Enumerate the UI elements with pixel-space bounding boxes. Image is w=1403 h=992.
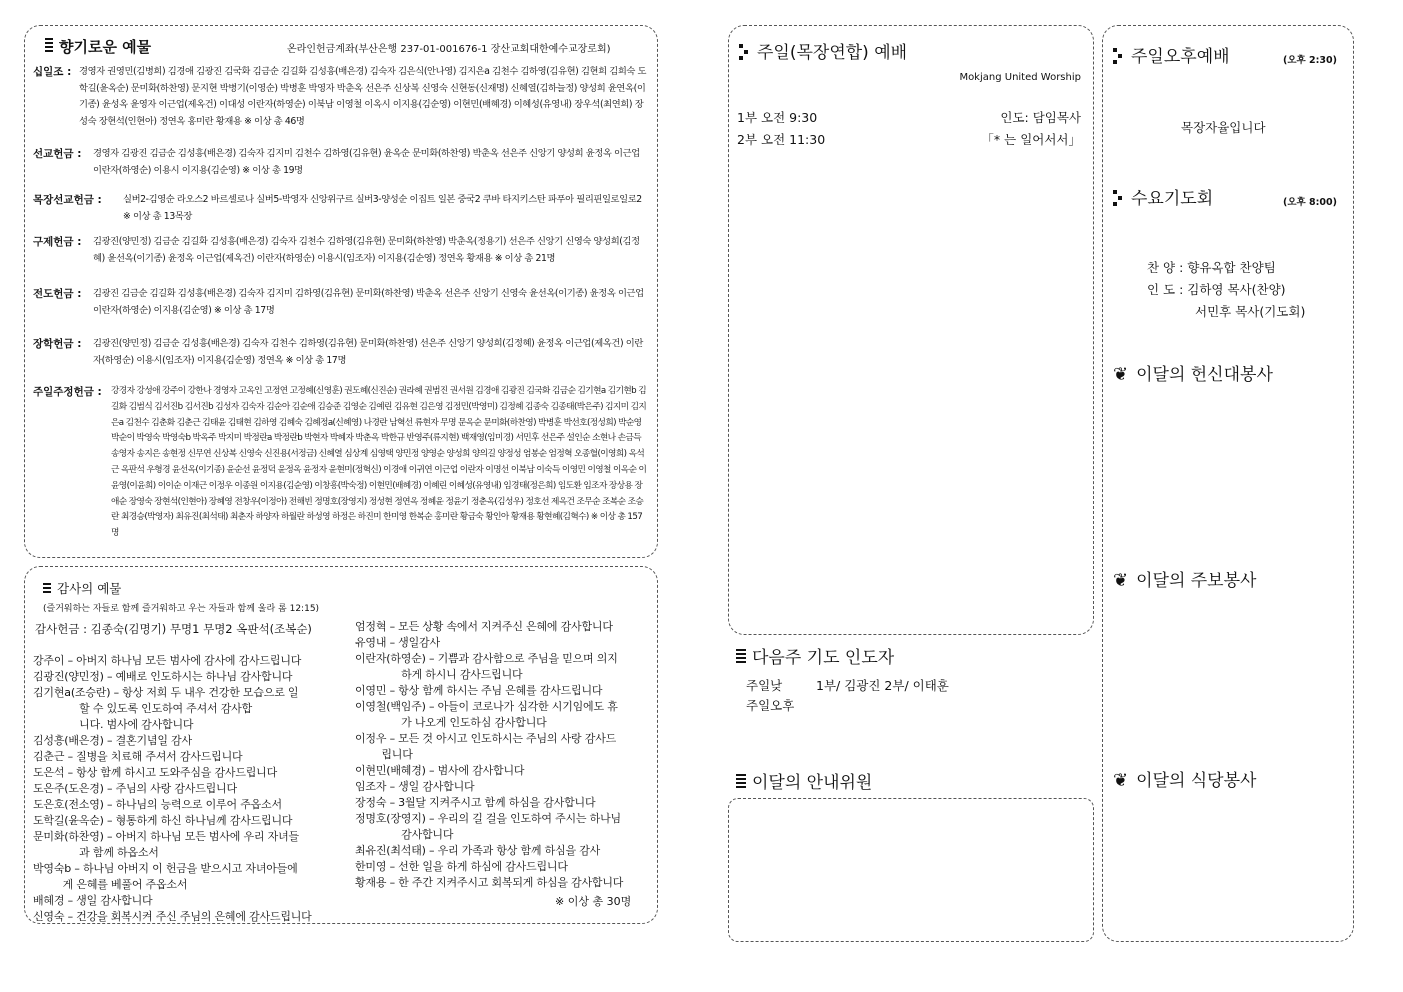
- thanks-left-list: [33, 653, 343, 924]
- thanks-right-list: [355, 619, 655, 891]
- time-1: 1부 오전 9:30: [737, 110, 818, 125]
- thanks-entry: 강주이 – 아버지 하나님 모든 범사에 감사에 감사드립니다: [33, 654, 302, 667]
- offering-group-names: 경영자 권영민(김병희) 김경애 김광진 김국화 김금순 김길화 김성흥(배은경) 김숙자 김은식(안나영) 김지은a 김천수 김하영(김유현) 김현희 김희숙 도학길(윤옥순) 문미화(하찬영) 문지현 박병기(이영순) 박병훈 박영자 박춘옥 선은주 신상복 신영숙 신현동(신재명) 신혜열(김하늘정) 양성희 윤연옥(이기종) 윤성옥 윤영자 이근업(제옥건) 이대성 이란자(하영순) 이북남 이영철 이옥시 이지용(김순영) 이현민(배혜경) 이혜성(유영내) 장우석(최연희) 장성숙 장현석(인현아) 정연옥 홍미란 황재용 ※ 이상 총 46명: [79, 66, 647, 127]
- thanks-entry: 감사합니다: [355, 828, 454, 841]
- stripe-icon: [736, 649, 746, 665]
- stripe-icon: [736, 774, 746, 790]
- afternoon-title: 주일오후예배: [1113, 42, 1230, 67]
- dedication-title: ❦ 이달의 헌신대봉사: [1113, 364, 1273, 385]
- stripe-icon: [45, 38, 53, 54]
- wednesday-leader: 인 도 : 김하영 목사(찬양): [1147, 282, 1286, 297]
- offering-group-names: 실버2-김영순 라오스2 바르셀로나 실버5-박영자 신앙위구르 실버3-양성순 이집트 일본 중국2 쿠바 타지키스탄 파푸아 필리핀일로일로2 ※ 이상 총 13목장: [123, 194, 642, 222]
- thanks-entry: 도은호(전소영) – 하나님의 능력으로 이루어 주옵소서: [33, 798, 282, 811]
- thanks-entry: 장정숙 – 3월달 지켜주시고 함께 하심을 감사합니다: [355, 796, 596, 809]
- thanks-title: 감사의 예물: [43, 579, 121, 597]
- offering-group: [33, 336, 649, 369]
- thanks-entry: 김기현a(조승란) – 항상 저희 두 내우 건강한 모습으로 일: [33, 686, 299, 699]
- offering-group-label: 장학헌금 :: [33, 338, 82, 350]
- ushers-title: 이달의 안내위원: [736, 768, 872, 793]
- leaf-icon: ❦: [1113, 770, 1129, 791]
- thanks-entry: 이란자(하영순) – 기쁨과 감사함으로 주님을 믿으며 의지: [355, 652, 618, 665]
- bulletin-title: ❦ 이달의 주보봉사: [1113, 570, 1257, 591]
- thanks-entry: 이정우 – 모든 것 아시고 인도하시는 주님의 사랑 감사드: [355, 732, 617, 745]
- thanks-entry: 최유진(최석태) – 우리 가족과 항상 함께 하심을 감사: [355, 844, 601, 857]
- thanks-head: 감사헌금 : 김종숙(김명기) 무명1 무명2 옥판석(조복순): [35, 622, 312, 636]
- thanks-entry: 신영숙 – 건강을 회복시켜 주신 주님의 은혜에 감사드립니다: [33, 910, 312, 923]
- offering-group-names: 강경자 강성애 강주이 강한나 경영자 고옥인 고정연 고정혜(신영훈) 권도혜(신진순) 권라혜 권범진 권서원 김경애 김광진 김국화 김금순 김기현a 김기현b 김길화 김범식 김서진b 김서진b 김성자 김숙자 김순아 김순애 김승준 김영순 김예린 김유현 김은영 김정민(박영미) 김정혜 김종숙 김종태(박은주) 김지미 김지은a 김천수 김춘화 김춘근 김태윤 김태현 김하영 김혜숙 김혜정a(신혜영) 나경란 남혁선 류현자 무명 문옥순 문미화(하찬영) 박병훈 박선호(정성희) 박순영 박순이 박영숙 박영숙b 박옥주 박지미 박정란a 박정란b 박현자 박혜자 박춘옥 박한규 반영주(류지현) 백재영(임미경) 서민후 선은주 설인순 소현나 손금득 송영자 송지은 송현정 신무연 신상복 신영숙 신진용(서정금) 신혜열 심상계 심영택 양민정 양영순 양성희 양의길 양정성 엄봉순 엄정혁 오종혈(이영희) 옥석근 옥판석 우형경 윤선옥(이기종) 윤순선 윤정덕 윤정옥 윤정자 윤현미(정혁신) 이경애 이귀연 이근업 이란자 이명선 이북남 이숙득 이영민 이영철 이옥순 이윤영(이윤희) 이이순 이재근 이정우 이종원 이지용(김순영) 이창흥(박숙정) 이현민(배혜경) 이혜린 이혜성(유영내) 임경태(정은희) 임도환 임조자 장상용 장애순 장영숙 장현석(인현아) 장혜영 전창우(이정아) 전해빈 정명호(장영지) 정성현 정연옥 정혜윤 정윤기 정춘옥(김성우) 정호선 제옥건 조무순 조복순 조승란 최경승(박영자) 최유진(최석태) 최춘자 하양자 하월란 하성영 하정은 하진미 한미영 한복순 홍미란 황금숙 황인아 황재용 황현혜(김혁수) ※ 이상 총 157명: [111, 386, 647, 539]
- thanks-entry: 이영민 – 항상 함께 하시는 주님 은혜를 감사드립니다: [355, 684, 603, 697]
- thanks-entry: 배혜경 – 생일 감사합니다: [33, 894, 153, 907]
- afternoon-time: (오후 2:30): [1283, 55, 1337, 66]
- offering-group-label: 전도헌금 :: [33, 288, 82, 300]
- time-2: 2부 오전 11:30: [737, 132, 826, 147]
- wednesday-title: 수요기도회: [1113, 184, 1213, 209]
- offering-group: [33, 64, 649, 130]
- wednesday-leader-2: 서민후 목사(기도회): [1195, 304, 1306, 319]
- thanks-total: ※ 이상 총 30명: [555, 895, 632, 908]
- wednesday-praise: 찬 양 : 향유옥합 찬양팀: [1147, 260, 1276, 275]
- thanks-entry: 도은석 – 항상 함께 하시고 도와주심을 감사드립니다: [33, 766, 278, 779]
- offering-group: [33, 286, 649, 319]
- bullet-icon: [1113, 48, 1123, 64]
- thanks-entry: 엄정혁 – 모든 상황 속에서 지켜주신 은혜에 감사합니다: [355, 620, 613, 633]
- offering-group-label: 십일조 :: [33, 66, 72, 78]
- thanks-entry: 정명호(장영지) – 우리의 길 걸을 인도하여 주시는 하나님: [355, 812, 621, 825]
- thanks-entry: 김춘근 – 질병을 치료해 주셔서 감사드립니다: [33, 750, 243, 763]
- next-prayer-day-value: 1부/ 김광진 2부/ 이태훈: [816, 678, 949, 693]
- stand-note: 「* 는 일어서서」: [981, 132, 1081, 147]
- offering-group-label: 목장선교헌금 :: [33, 194, 102, 206]
- offering-group-label: 주일주정헌금 :: [33, 386, 102, 398]
- thanks-entry: 문미화(하찬영) – 아버지 하나님 모든 범사에 우리 자녀들: [33, 830, 299, 843]
- offering-group-names: 김광진 김금순 김길화 김성흥(배은경) 김숙자 김지미 김하영(김유현) 문미화(하찬영) 박춘옥 선은주 신앙기 신영숙 윤선옥(이기종) 윤정옥 이근업 이란자(하영순) 이지용(김순영) ※ 이상 총 17명: [93, 288, 644, 316]
- thanks-entry: 김성흥(배은경) – 결혼기념일 감사: [33, 734, 192, 747]
- online-account: 온라인헌금계좌(부산은행 237-01-001676-1 장산교회대한예수교장로회): [287, 44, 611, 55]
- thanks-subtitle: (즐거워하는 자들로 함께 즐거워하고 우는 자들과 함께 울라 롬 12:15): [43, 604, 320, 614]
- leaf-icon: ❦: [1113, 570, 1129, 591]
- stripe-icon: [43, 583, 51, 595]
- thanks-entry: 이현민(배혜경) – 범사에 감사합니다: [355, 764, 525, 777]
- thanks-entry: 김광진(양민정) – 예배로 인도하시는 하나님 감사합니다: [33, 670, 293, 683]
- worship-title: 주일(목장연합) 예배: [739, 38, 907, 63]
- thanks-entry: 임조자 – 생일 감사합니다: [355, 780, 475, 793]
- ushers-panel: [728, 798, 1094, 942]
- thanks-entry: 할 수 있도록 인도하여 주셔서 감사합: [33, 702, 253, 715]
- thanks-entry: 하게 하시니 감사드립니다: [355, 668, 523, 681]
- worship-leader: 인도: 담임목사: [1000, 110, 1081, 125]
- offering-group-names: 김광진(양민정) 김금순 김성흥(배은경) 김숙자 김천수 김하영(김유현) 문미화(하찬영) 선은주 신앙기 양성희(김정혜) 윤정옥 이근업(제옥건) 이란자(하영순) 이용시(임조자) 이지용(김순영) 정연옥 ※ 이상 총 17명: [93, 338, 643, 366]
- worship-english: Mokjang United Worship: [959, 72, 1081, 83]
- offering-group: [33, 192, 649, 225]
- thanks-entry: 한미영 – 선한 일을 하게 하심에 감사드립니다: [355, 860, 568, 873]
- offering-group-names: 경영자 김광진 김금순 김성흥(배은경) 김숙자 김지미 김천수 김하영(김유현) 윤옥순 문미화(하찬영) 박춘옥 선은주 신앙기 양성희 윤정옥 이근업 이란자(하영순) 이용시 이지용(김순영) ※ 이상 총 19명: [93, 148, 640, 176]
- offering-panel: [24, 25, 658, 558]
- offering-group: [33, 146, 649, 179]
- thanks-entry: 과 함께 하옵소서: [33, 846, 159, 859]
- thanks-entry: 니다. 범사에 감사합니다: [33, 718, 194, 731]
- thanks-entry: 도학길(윤옥순) – 형통하게 하신 하나님께 감사드립니다: [33, 814, 293, 827]
- offering-title: 향기로운 예물: [45, 36, 151, 57]
- wednesday-time: (오후 8:00): [1283, 197, 1337, 208]
- offering-group: [33, 384, 649, 542]
- next-prayer-title: 다음주 기도 인도자: [736, 643, 894, 668]
- cafeteria-title: ❦ 이달의 식당봉사: [1113, 770, 1257, 791]
- thanks-entry: 도은주(도은경) – 주님의 사랑 감사드립니다: [33, 782, 237, 795]
- thanks-entry: 가 나오게 인도하심 감사합니다: [355, 716, 547, 729]
- offering-group-label: 구제헌금 :: [33, 236, 82, 248]
- bullet-icon: [739, 44, 749, 60]
- afternoon-text: 목장자율입니다: [1181, 120, 1266, 135]
- next-prayer-afternoon-label: 주일오후: [746, 698, 795, 713]
- offering-group-label: 선교헌금 :: [33, 148, 82, 160]
- thanks-panel: [24, 566, 658, 924]
- thanks-entry: 게 은혜를 베풀어 주옵소서: [33, 878, 188, 891]
- right-panel: [1102, 25, 1354, 942]
- offering-group-names: 김광진(양민정) 김금순 김길화 김성흥(배은경) 김숙자 김천수 김하영(김유현) 문미화(하찬영) 박춘옥(정용기) 선은주 신앙기 신영숙 양성희(김정혜) 윤선옥(이기종) 윤정옥 이근업(제옥건) 이란자(하영순) 이용시(임조자) 이지용(김순영) 정연옥 황재용 ※ 이상 총 21명: [93, 236, 640, 264]
- leaf-icon: ❦: [1113, 364, 1129, 385]
- next-prayer-day-label: 주일낮: [746, 678, 783, 693]
- bullet-icon: [1113, 190, 1123, 206]
- offering-group: [33, 234, 649, 267]
- worship-panel: [728, 25, 1094, 635]
- thanks-entry: 립니다: [355, 748, 413, 761]
- thanks-entry: 황재용 – 한 주간 지켜주시고 회복되게 하심을 감사합니다: [355, 876, 624, 889]
- thanks-entry: 유영내 – 생일감사: [355, 636, 440, 649]
- thanks-entry: 이영철(백임주) – 아들이 코로나가 심각한 시기임에도 휴: [355, 700, 618, 713]
- thanks-entry: 박영숙b – 하나님 아버지 이 헌금을 받으시고 자녀아들에: [33, 862, 298, 875]
